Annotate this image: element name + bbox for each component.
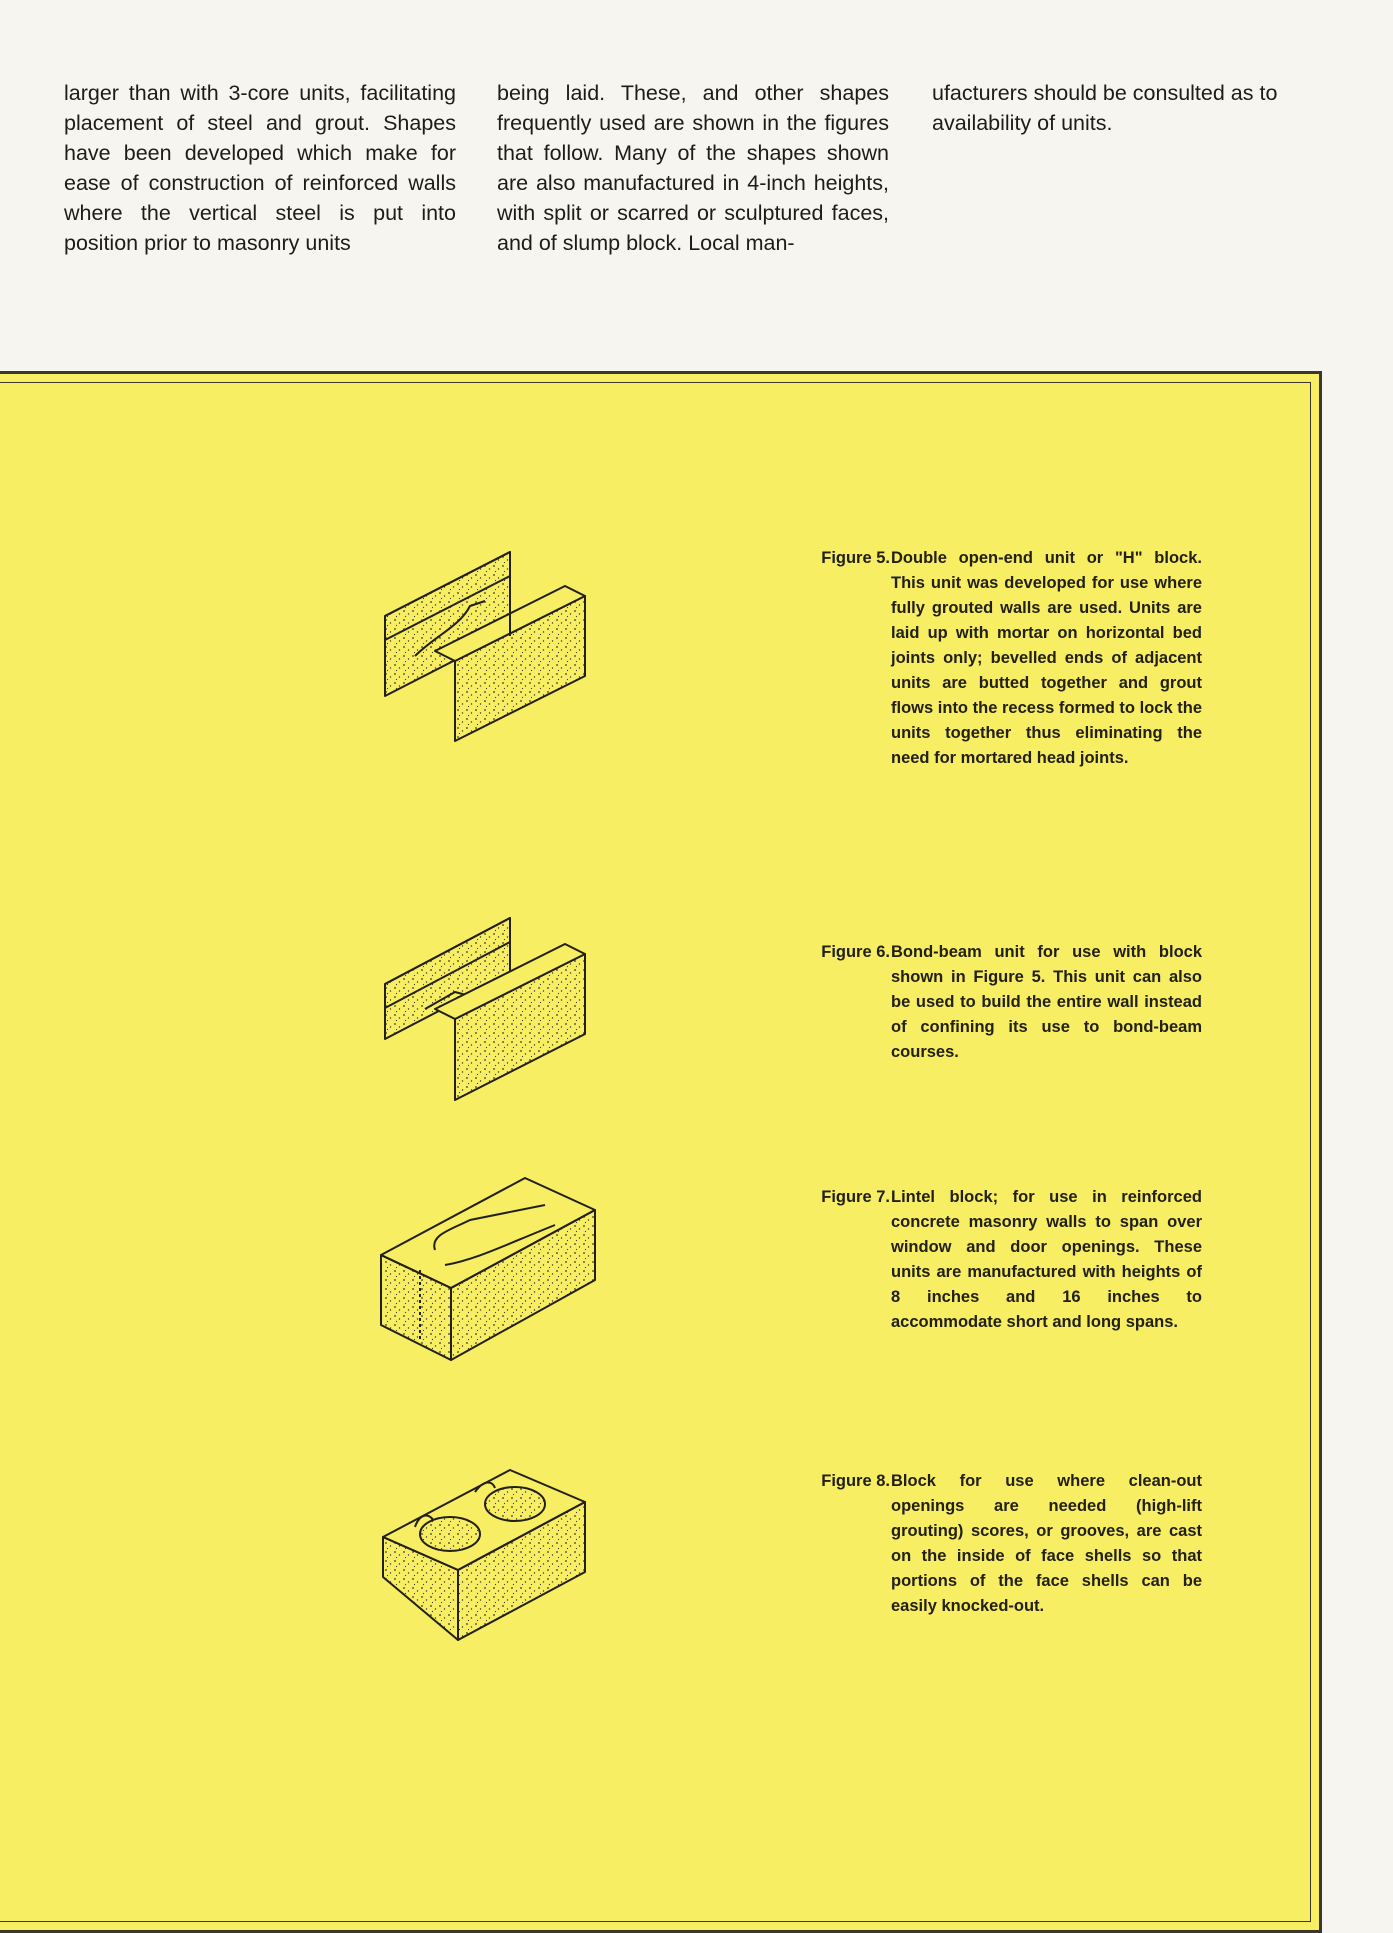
figure-label: Figure 5. (821, 549, 890, 567)
figure-6-caption (792, 940, 1202, 1065)
figure-5-h-block-drawing (375, 546, 605, 746)
figure-caption-text: Bond-beam unit for use with block shown in Figure 5. This unit can also be used to build the entire wall instead of confining its use to bond-beam courses. (891, 943, 1202, 1061)
body-column-3 (932, 78, 1332, 138)
figure-7-caption (792, 1185, 1202, 1335)
figure-5-caption (792, 546, 1202, 771)
body-column-1 (64, 78, 456, 258)
body-text: larger than with 3-core units, facilitating placement of steel and grout. Shapes have been developed which make for ease of construction of reinforced walls where the vertical steel is put into position prior to masonry units (64, 81, 456, 255)
figure-6-bond-beam-drawing (375, 914, 605, 1104)
body-column-2 (497, 78, 889, 258)
body-text: ufacturers should be consulted as to availability of units. (932, 81, 1278, 135)
figure-8-caption (792, 1469, 1202, 1619)
figure-caption-text: Block for use where clean-out openings are needed (high-lift grouting) scores, or grooves, are cast on the inside of face shells so that portions of the face shells can be easily knocked-out. (891, 1472, 1202, 1615)
figure-label: Figure 6. (821, 943, 890, 961)
figure-8-cleanout-block-drawing (375, 1442, 605, 1652)
figure-caption-text: Double open-end unit or "H" block. This unit was developed for use where fully grouted walls are used. Units are laid up with mortar on horizontal bed joints only; bevelled ends of adjacent units are butted together and grout flows into the recess formed to lock the units together thus eliminating the need for mortared head joints. (891, 549, 1202, 767)
figure-label: Figure 7. (821, 1188, 890, 1206)
figure-caption-text: Lintel block; for use in reinforced concrete masonry walls to span over window and door openings. These units are manufactured with heights of 8 inches and 16 inches to accommodate short and long spans. (891, 1188, 1202, 1331)
figure-7-lintel-block-drawing (375, 1170, 605, 1380)
body-text: being laid. These, and other shapes frequently used are shown in the figures that follow. Many of the shapes shown are also manufactured in 4-inch heights, with split or scarred or sculptured faces, and of slump block. Local man- (497, 81, 889, 255)
figure-label: Figure 8. (821, 1472, 890, 1490)
